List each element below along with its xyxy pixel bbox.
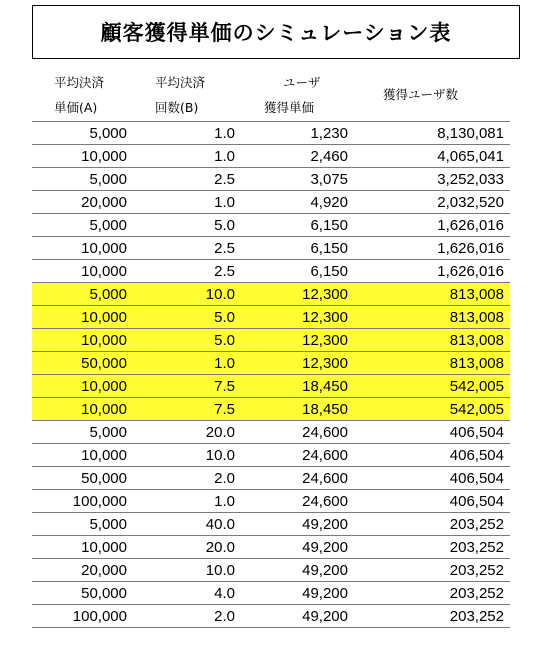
table-row <box>32 145 510 168</box>
cell-cpa: 49,200 <box>238 582 351 605</box>
cell-avg-price: 20,000 <box>32 559 130 582</box>
cell-avg-price: 10,000 <box>32 145 130 168</box>
cell-avg-count: 1.0 <box>130 191 238 214</box>
cell-cpa: 12,300 <box>238 283 351 306</box>
header-users: 獲得ユーザ数 <box>383 87 459 102</box>
cell-avg-count: 2.5 <box>130 168 238 191</box>
cell-avg-price: 50,000 <box>32 352 130 375</box>
header-avg-count <box>155 70 205 120</box>
cell-cpa: 2,460 <box>238 145 351 168</box>
table-row <box>32 122 510 145</box>
cell-cpa: 12,300 <box>238 329 351 352</box>
cell-avg-price: 10,000 <box>32 306 130 329</box>
table-row <box>32 605 510 628</box>
table-row <box>32 306 510 329</box>
cell-avg-count: 1.0 <box>130 122 238 145</box>
cell-users: 1,626,016 <box>351 237 510 260</box>
cell-cpa: 24,600 <box>238 490 351 513</box>
table-row <box>32 260 510 283</box>
header-avg-price-line2: 単価(A) <box>54 100 98 115</box>
cell-avg-price: 100,000 <box>32 490 130 513</box>
cell-cpa: 24,600 <box>238 421 351 444</box>
cell-users: 203,252 <box>351 605 510 628</box>
cell-users: 2,032,520 <box>351 191 510 214</box>
cell-avg-count: 1.0 <box>130 352 238 375</box>
cell-users: 813,008 <box>351 283 510 306</box>
cell-avg-count: 10.0 <box>130 444 238 467</box>
cell-users: 406,504 <box>351 421 510 444</box>
cell-users: 8,130,081 <box>351 122 510 145</box>
cell-avg-count: 4.0 <box>130 582 238 605</box>
cell-avg-price: 10,000 <box>32 329 130 352</box>
cell-avg-price: 5,000 <box>32 122 130 145</box>
cell-avg-count: 1.0 <box>130 145 238 168</box>
simulation-table <box>32 121 510 628</box>
cell-cpa: 18,450 <box>238 375 351 398</box>
header-cpa <box>264 70 321 120</box>
cell-users: 203,252 <box>351 582 510 605</box>
table-row <box>32 168 510 191</box>
cell-avg-price: 5,000 <box>32 214 130 237</box>
cell-avg-price: 5,000 <box>32 283 130 306</box>
header-avg-price-line1: 平均決済 <box>54 75 105 90</box>
cell-users: 406,504 <box>351 490 510 513</box>
cell-cpa: 49,200 <box>238 559 351 582</box>
cell-cpa: 24,600 <box>238 467 351 490</box>
cell-users: 4,065,041 <box>351 145 510 168</box>
table-row <box>32 191 510 214</box>
cell-users: 203,252 <box>351 559 510 582</box>
table-row <box>32 214 510 237</box>
cell-avg-price: 50,000 <box>32 582 130 605</box>
cell-cpa: 12,300 <box>238 306 351 329</box>
cell-cpa: 3,075 <box>238 168 351 191</box>
table-header <box>0 70 543 120</box>
cell-avg-count: 1.0 <box>130 490 238 513</box>
cell-cpa: 18,450 <box>238 398 351 421</box>
cell-avg-price: 10,000 <box>32 260 130 283</box>
cell-cpa: 4,920 <box>238 191 351 214</box>
cell-avg-count: 2.0 <box>130 467 238 490</box>
table-row <box>32 467 510 490</box>
table-row <box>32 352 510 375</box>
header-avg-count-line1: 平均決済 <box>155 75 206 90</box>
cell-users: 813,008 <box>351 352 510 375</box>
cell-avg-price: 5,000 <box>32 421 130 444</box>
cell-avg-price: 20,000 <box>32 191 130 214</box>
cell-avg-count: 5.0 <box>130 306 238 329</box>
cell-users: 406,504 <box>351 467 510 490</box>
table-row <box>32 582 510 605</box>
cell-avg-count: 5.0 <box>130 214 238 237</box>
table-row <box>32 536 510 559</box>
cell-avg-count: 10.0 <box>130 559 238 582</box>
cell-users: 203,252 <box>351 513 510 536</box>
cell-cpa: 6,150 <box>238 237 351 260</box>
cell-users: 813,008 <box>351 306 510 329</box>
cell-avg-count: 7.5 <box>130 375 238 398</box>
cell-avg-price: 10,000 <box>32 398 130 421</box>
cell-users: 1,626,016 <box>351 260 510 283</box>
title-box <box>32 5 520 59</box>
cell-avg-count: 20.0 <box>130 421 238 444</box>
cell-users: 1,626,016 <box>351 214 510 237</box>
cell-cpa: 1,230 <box>238 122 351 145</box>
table-row <box>32 375 510 398</box>
table-row <box>32 237 510 260</box>
cell-cpa: 49,200 <box>238 513 351 536</box>
cell-avg-count: 10.0 <box>130 283 238 306</box>
table-row <box>32 283 510 306</box>
cell-cpa: 6,150 <box>238 214 351 237</box>
table-row <box>32 559 510 582</box>
cell-avg-count: 2.5 <box>130 260 238 283</box>
cell-avg-price: 50,000 <box>32 467 130 490</box>
table-row <box>32 513 510 536</box>
cell-avg-price: 5,000 <box>32 513 130 536</box>
header-cpa-line2: 獲得単価 <box>264 100 315 115</box>
table-body <box>32 122 510 628</box>
cell-users: 3,252,033 <box>351 168 510 191</box>
cell-cpa: 12,300 <box>238 352 351 375</box>
header-avg-price <box>54 70 104 120</box>
cell-avg-price: 10,000 <box>32 536 130 559</box>
cell-avg-count: 7.5 <box>130 398 238 421</box>
cell-users: 406,504 <box>351 444 510 467</box>
cell-avg-price: 10,000 <box>32 237 130 260</box>
header-avg-count-line2: 回数(B) <box>155 100 199 115</box>
cell-cpa: 24,600 <box>238 444 351 467</box>
cell-avg-count: 2.0 <box>130 605 238 628</box>
cell-users: 203,252 <box>351 536 510 559</box>
header-cpa-line1: ユーザ <box>283 75 321 90</box>
cell-cpa: 49,200 <box>238 536 351 559</box>
table-row <box>32 490 510 513</box>
cell-avg-price: 100,000 <box>32 605 130 628</box>
table-row <box>32 398 510 421</box>
page-title: 顧客獲得単価のシミュレーション表 <box>100 21 452 45</box>
cell-avg-count: 2.5 <box>130 237 238 260</box>
cell-avg-count: 20.0 <box>130 536 238 559</box>
cell-users: 542,005 <box>351 398 510 421</box>
cell-users: 542,005 <box>351 375 510 398</box>
cell-cpa: 49,200 <box>238 605 351 628</box>
cell-avg-price: 10,000 <box>32 444 130 467</box>
cell-avg-count: 5.0 <box>130 329 238 352</box>
cell-cpa: 6,150 <box>238 260 351 283</box>
table-row <box>32 421 510 444</box>
table-row <box>32 329 510 352</box>
cell-avg-price: 5,000 <box>32 168 130 191</box>
cell-users: 813,008 <box>351 329 510 352</box>
cell-avg-price: 10,000 <box>32 375 130 398</box>
table-row <box>32 444 510 467</box>
cell-avg-count: 40.0 <box>130 513 238 536</box>
